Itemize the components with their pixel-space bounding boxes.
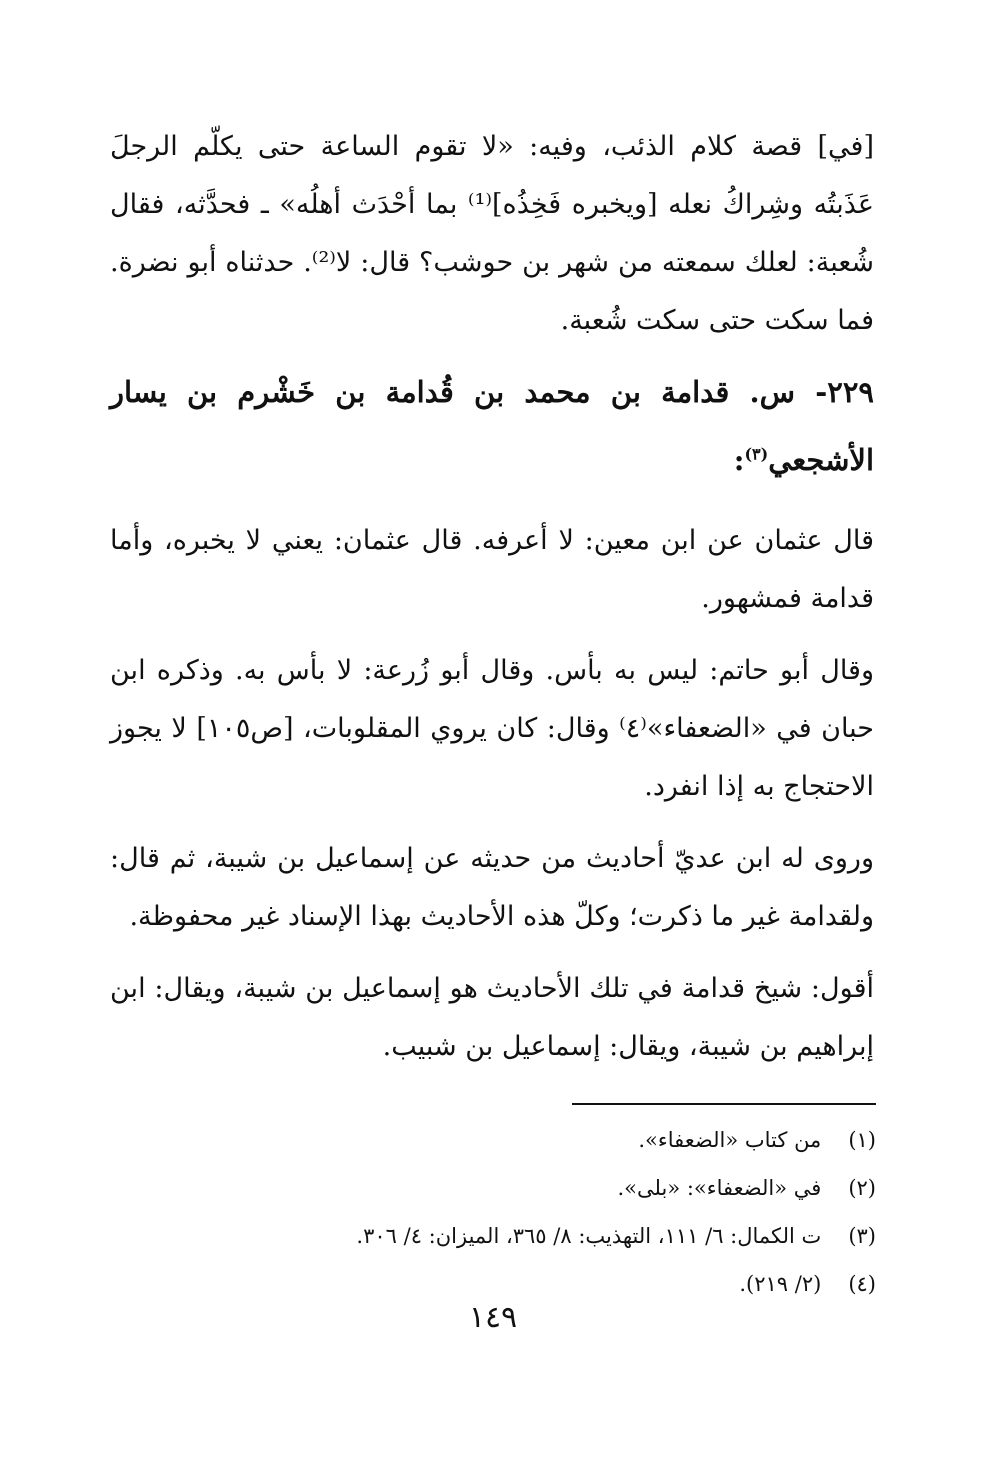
footnote-text: في «الضعفاء»: «بلى». — [617, 1176, 822, 1200]
entry-number: ٢٢٩ — [827, 375, 874, 409]
footnote-divider — [572, 1103, 876, 1105]
paragraph-1: [في] قصة كلام الذئب، وفيه: «لا تقوم الساعة حتى يكلّم الرجلَ عَذَبتُه وشِراكُ نعله [ويخبره فَخِذُه]⁽¹⁾ بما أحْدَث أهلُه» ـ فحدَّثه، فقال شُعبة: لعلك سمعته من شهر بن حوشب؟ قال: لا⁽²⁾. حدثناه أبو نضرة. فما سكت حتى سكت شُعبة. — [110, 131, 874, 336]
footnote-text: من كتاب «الضعفاء». — [638, 1128, 822, 1152]
footnote-1 — [110, 1116, 876, 1164]
paragraph-4: وروى له ابن عديّ أحاديث من حديثه عن إسماعيل بن شيبة، ثم قال: ولقدامة غير ما ذكرت؛ وكلّ هذه الأحاديث بهذا الإسناد غير محفوظة. — [110, 843, 874, 932]
footnote-number: (٣) — [848, 1224, 876, 1248]
footnotes — [110, 1116, 876, 1308]
entry-name: قدامة بن محمد بن قُدامة بن خَشْرم بن يسار الأشجعي — [110, 375, 874, 477]
main-text — [110, 118, 874, 1076]
entry-symbol: س. — [749, 375, 796, 409]
paragraph-5: أقول: شيخ قدامة في تلك الأحاديث هو إسماعيل بن شيبة، ويقال: ابن إبراهيم بن شيبة، ويقال: إسماعيل بن شبيب. — [110, 973, 874, 1062]
footnote-text: (٢/ ٢١٩). — [739, 1272, 822, 1296]
entry-heading: ٢٢٩- س. قدامة بن محمد بن قُدامة بن خَشْرم بن يسار الأشجعي$^{(٣)}$: — [110, 375, 874, 477]
paragraph-3: وقال أبو حاتم: ليس به بأس. وقال أبو زُرعة: لا بأس به. وذكره ابن حبان في «الضعفاء»⁽٤⁾ وقال: كان يروي المقلوبات، [ص١٠٥] لا يجوز الاحتجاج به إذا انفرد. — [110, 655, 875, 802]
footnote-text: ت الكمال: ٦/ ١١١، التهذيب: ٨/ ٣٦٥، الميزان: ٤/ ٣٠٦. — [356, 1224, 822, 1248]
footnote-number: (٢) — [848, 1176, 876, 1200]
footnote-number: (١) — [848, 1128, 876, 1152]
footnote-2 — [110, 1164, 876, 1212]
footnote-3 — [110, 1212, 876, 1260]
entry-footnote-ref: (٣) — [744, 444, 769, 464]
paragraph-2: قال عثمان عن ابن معين: لا أعرفه. قال عثمان: يعني لا يخبره، وأما قدامة فمشهور. — [110, 525, 874, 614]
page-number: ١٤٩ — [468, 1300, 518, 1335]
footnote-number: (٤) — [848, 1272, 876, 1296]
